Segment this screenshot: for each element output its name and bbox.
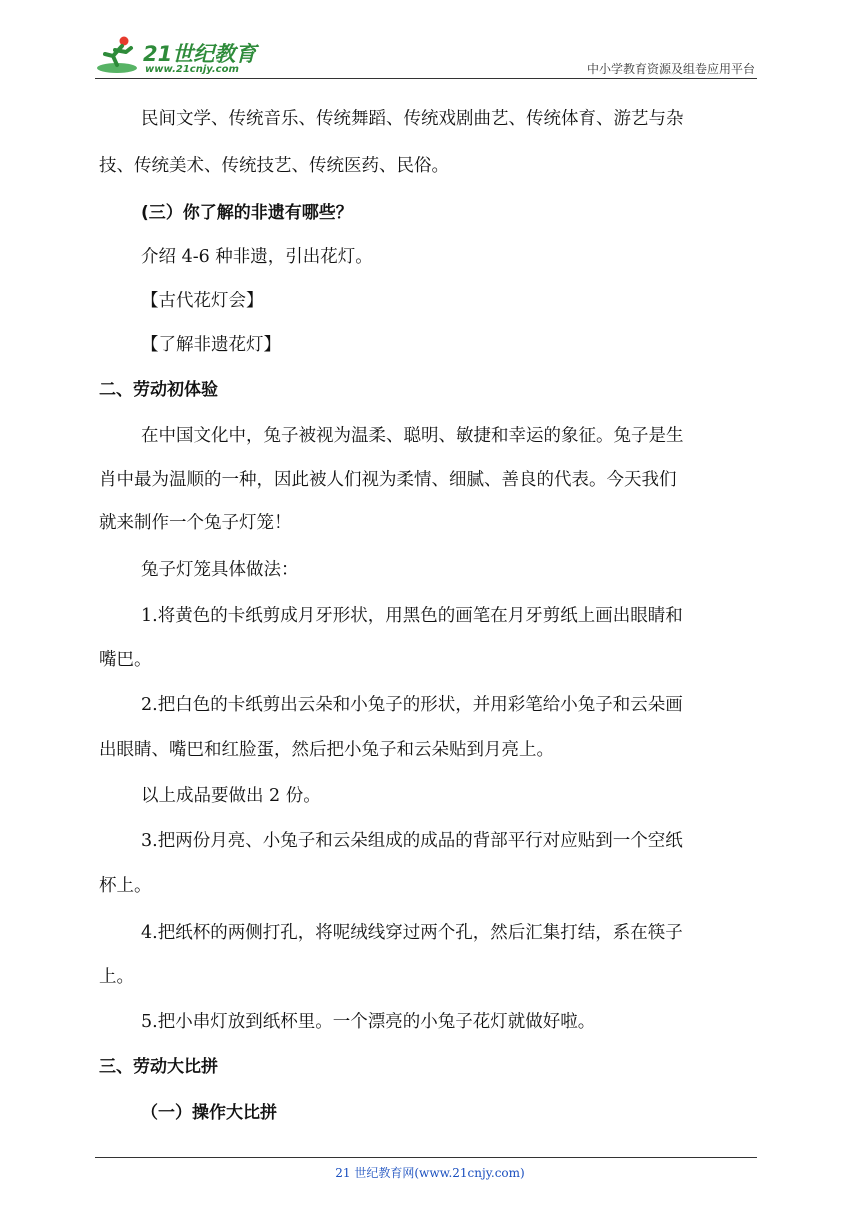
paragraph-line: 出眼睛、嘴巴和红脸蛋，然后把小兔子和云朵贴到月亮上。 bbox=[99, 740, 554, 760]
section-heading: 二、劳动初体验 bbox=[99, 380, 218, 400]
paragraph-line: 1.将黄色的卡纸剪成月牙形状，用黑色的画笔在月牙剪纸上画出眼睛和 bbox=[141, 606, 683, 626]
footer-divider bbox=[95, 1157, 757, 1158]
paragraph-line: 5.把小串灯放到纸杯里。一个漂亮的小兔子花灯就做好啦。 bbox=[141, 1012, 596, 1032]
page-header bbox=[0, 0, 860, 82]
paragraph-line: 在中国文化中，兔子被视为温柔、聪明、敏捷和幸运的象征。兔子是生 bbox=[141, 426, 684, 446]
paragraph-line: 3.把两份月亮、小兔子和云朵组成的成品的背部平行对应贴到一个空纸 bbox=[141, 831, 683, 851]
paragraph-line: 肖中最为温顺的一种，因此被人们视为柔情、细腻、善良的代表。今天我们 bbox=[99, 470, 677, 490]
paragraph-line: 杯上。 bbox=[99, 876, 152, 896]
paragraph-line: 民间文学、传统音乐、传统舞蹈、传统戏剧曲艺、传统体育、游艺与杂 bbox=[141, 109, 684, 129]
header-divider bbox=[95, 78, 757, 79]
paragraph-line: 【了解非遗花灯】 bbox=[141, 335, 281, 355]
site-logo bbox=[95, 34, 265, 80]
logo-text: 21世纪教育 bbox=[143, 42, 257, 66]
paragraph-line: 上。 bbox=[99, 967, 134, 987]
paragraph-line: 【古代花灯会】 bbox=[141, 291, 264, 311]
section-heading: 三、劳动大比拼 bbox=[99, 1057, 218, 1077]
header-tagline: 中小学教育资源及组卷应用平台 bbox=[586, 62, 755, 76]
section-heading: (三）你了解的非遗有哪些？ bbox=[141, 203, 353, 223]
paragraph-line: 就来制作一个兔子灯笼！ bbox=[99, 513, 292, 533]
paragraph-line: 兔子灯笼具体做法： bbox=[141, 560, 299, 580]
paragraph-line: 4.把纸杯的两侧打孔，将呢绒线穿过两个孔，然后汇集打结，系在筷子 bbox=[141, 923, 683, 943]
paragraph-line: 嘴巴。 bbox=[99, 650, 152, 670]
paragraph-line: 以上成品要做出 2 份。 bbox=[141, 786, 321, 806]
paragraph-line: 2.把白色的卡纸剪出云朵和小兔子的形状，并用彩笔给小兔子和云朵画 bbox=[141, 695, 683, 715]
paragraph-line: 技、传统美术、传统技艺、传统医药、民俗。 bbox=[99, 156, 449, 176]
runner-logo-icon bbox=[95, 34, 143, 78]
paragraph-line: 介绍 4-6 种非遗，引出花灯。 bbox=[141, 247, 373, 267]
logo-url: www.21cnjy.com bbox=[145, 64, 239, 75]
section-heading: （一）操作大比拼 bbox=[141, 1103, 277, 1123]
page-footer[interactable]: 21 世纪教育网(www.21cnjy.com) bbox=[335, 1166, 525, 1180]
